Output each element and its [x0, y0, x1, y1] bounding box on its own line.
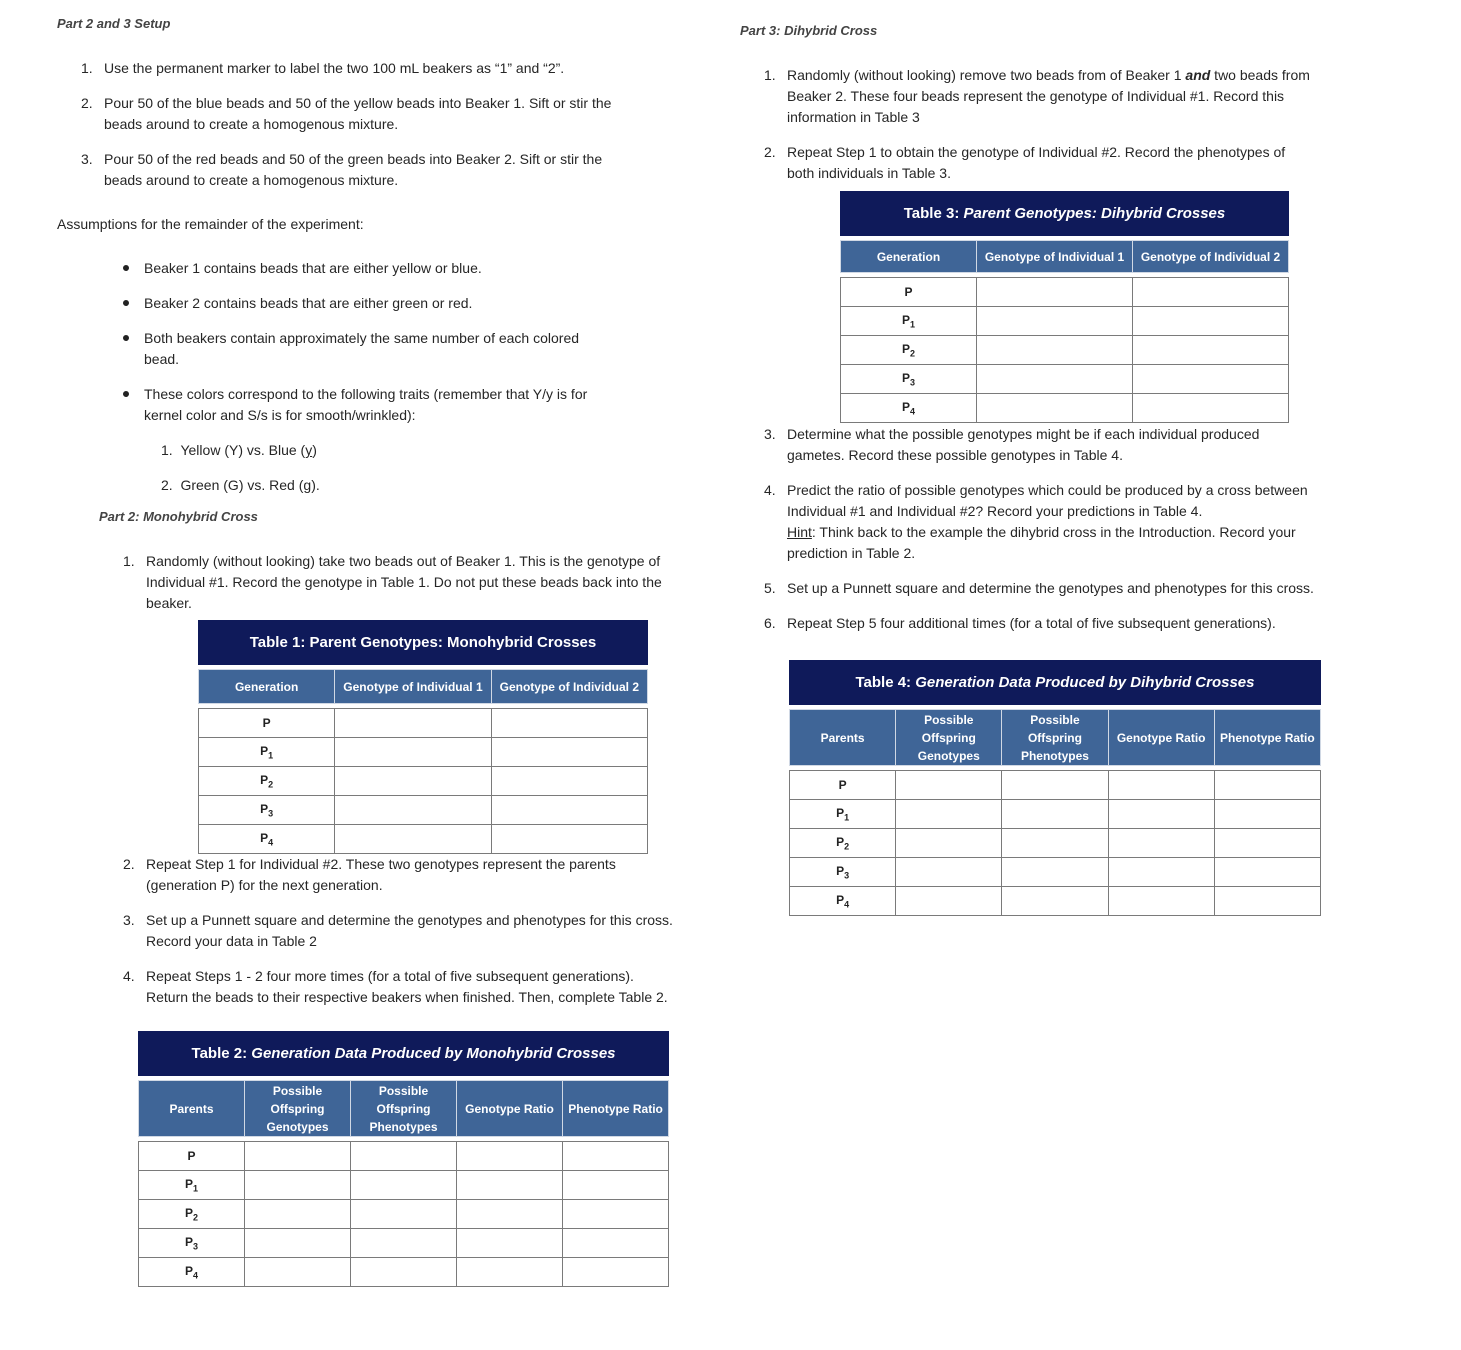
generation-label: $P_2$: [790, 829, 896, 858]
genotype-cell[interactable]: [491, 825, 647, 854]
table-row: [790, 800, 1321, 829]
data-cell[interactable]: [563, 1142, 669, 1171]
data-cell[interactable]: [1002, 887, 1108, 916]
genotype-cell[interactable]: [335, 709, 491, 738]
genotype-cell[interactable]: [977, 365, 1133, 394]
genotype-cell[interactable]: [1133, 365, 1289, 394]
step-number: 3.: [81, 151, 93, 167]
generation-label: $P_3$: [841, 365, 977, 394]
table-row: [199, 796, 648, 825]
genotype-cell[interactable]: [335, 738, 491, 767]
data-cell[interactable]: [245, 1229, 351, 1258]
data-cell[interactable]: [896, 829, 1002, 858]
assumptions-intro: Assumptions for the remainder of the experiment:: [57, 216, 364, 232]
data-cell[interactable]: [457, 1258, 563, 1287]
bullet-icon: [123, 265, 129, 271]
table-row: [199, 709, 648, 738]
table-row: [139, 1200, 669, 1229]
table-title: Table 3: Parent Genotypes: Dihybrid Crosses: [841, 192, 1289, 236]
data-cell[interactable]: [1108, 800, 1214, 829]
genotype-cell[interactable]: [1133, 278, 1289, 307]
column-header: Possible Offspring Genotypes: [896, 710, 1002, 766]
generation-label: $P_4$: [139, 1258, 245, 1287]
table-3: [840, 191, 1289, 423]
genotype-cell[interactable]: [1133, 394, 1289, 423]
data-cell[interactable]: [245, 1200, 351, 1229]
bullet-text: kernel color and S/s is for smooth/wrinkled):: [144, 407, 416, 423]
data-cell[interactable]: [563, 1258, 669, 1287]
data-cell[interactable]: [896, 887, 1002, 916]
table-row: [841, 365, 1289, 394]
data-cell[interactable]: [896, 858, 1002, 887]
data-cell[interactable]: [1108, 829, 1214, 858]
step-number: 4.: [764, 482, 776, 498]
setup-heading: Part 2 and 3 Setup: [57, 16, 171, 31]
column-header: Genotype of Individual 1: [335, 670, 491, 704]
generation-label: $P_3$: [790, 858, 896, 887]
data-cell[interactable]: [563, 1200, 669, 1229]
step-text: Pour 50 of the red beads and 50 of the green beads into Beaker 2. Sift or stir the: [104, 151, 603, 167]
data-cell[interactable]: [1214, 887, 1320, 916]
column-header: Possible Offspring Phenotypes: [351, 1081, 457, 1137]
trait-text-end: ): [312, 442, 317, 458]
dihybrid-heading: Part 3: Dihybrid Cross: [740, 23, 878, 38]
trait-item: [161, 475, 320, 496]
generation-label: P: [199, 709, 335, 738]
bullet-icon: [123, 391, 129, 397]
table-row: [790, 771, 1321, 800]
genotype-cell[interactable]: [1133, 307, 1289, 336]
step-text: (generation P) for the next generation.: [146, 877, 383, 893]
trait-text-end: ).: [311, 477, 320, 493]
generation-label: $P_2$: [139, 1200, 245, 1229]
trait-letter: y: [305, 442, 313, 458]
bullet-text: These colors correspond to the following traits (remember that Y/y is for: [144, 386, 588, 402]
genotype-cell[interactable]: [977, 336, 1133, 365]
column-header: Parents: [139, 1081, 245, 1137]
generation-label: $P_1$: [199, 738, 335, 767]
bullet-text: Both beakers contain approximately the same number of each colored: [144, 330, 580, 346]
bullet-text: Beaker 2 contains beads that are either green or red.: [144, 295, 473, 311]
generation-label: P: [790, 771, 896, 800]
table-row: [199, 825, 648, 854]
table-row: [790, 887, 1321, 916]
step-text: Repeat Step 5 four additional times (for a total of five subsequent generations).: [787, 615, 1276, 631]
column-header: Parents: [790, 710, 896, 766]
genotype-cell[interactable]: [491, 738, 647, 767]
step-text: Return the beads to their respective beakers when finished. Then, complete Table 2.: [146, 989, 668, 1005]
column-header: Possible Offspring Phenotypes: [1002, 710, 1108, 766]
data-cell[interactable]: [1002, 800, 1108, 829]
step-text: Individual #1. Record the genotype in Table 1. Do not put these beads back into the: [146, 574, 662, 590]
data-cell[interactable]: [896, 771, 1002, 800]
table-row: [841, 307, 1289, 336]
step-number: 2.: [81, 95, 93, 111]
step-text: Beaker 2. These four beads represent the genotype of Individual #1. Record this: [787, 88, 1285, 104]
genotype-cell[interactable]: [1133, 336, 1289, 365]
data-cell[interactable]: [1214, 858, 1320, 887]
genotype-cell[interactable]: [977, 278, 1133, 307]
data-cell[interactable]: [245, 1142, 351, 1171]
step-text: Predict the ratio of possible genotypes which could be produced by a cross between: [787, 482, 1308, 498]
table-row: [790, 829, 1321, 858]
step-text: Randomly (without looking) remove two beads from of Beaker 1 and two beads from: [787, 67, 1310, 83]
genotype-cell[interactable]: [335, 796, 491, 825]
generation-label: $P_1$: [841, 307, 977, 336]
data-cell[interactable]: [457, 1229, 563, 1258]
table-4: [789, 660, 1321, 916]
step-text: prediction in Table 2.: [787, 545, 916, 561]
monohybrid-heading: Part 2: Monohybrid Cross: [99, 509, 258, 524]
table-title: Table 1: Parent Genotypes: Monohybrid Crosses: [199, 621, 648, 665]
trait-number: 2.: [161, 477, 173, 493]
genotype-cell[interactable]: [335, 825, 491, 854]
step-text: Randomly (without looking) take two beads out of Beaker 1. This is the genotype of: [146, 553, 661, 569]
bullet-icon: [123, 335, 129, 341]
step-text: Repeat Steps 1 - 2 four more times (for a total of five subsequent generations).: [146, 968, 634, 984]
generation-label: P: [841, 278, 977, 307]
bullet-text: Beaker 1 contains beads that are either yellow or blue.: [144, 260, 482, 276]
genotype-cell[interactable]: [491, 767, 647, 796]
data-cell[interactable]: [1214, 829, 1320, 858]
step-text: Pour 50 of the blue beads and 50 of the yellow beads into Beaker 1. Sift or stir the: [104, 95, 612, 111]
genotype-cell[interactable]: [335, 767, 491, 796]
bullet-text: bead.: [144, 351, 180, 367]
data-cell[interactable]: [457, 1171, 563, 1200]
step-number: 1.: [123, 553, 135, 569]
table-row: [790, 858, 1321, 887]
step-text: Repeat Step 1 for Individual #2. These two genotypes represent the parents: [146, 856, 616, 872]
data-cell[interactable]: [1108, 887, 1214, 916]
step-text: Repeat Step 1 to obtain the genotype of Individual #2. Record the phenotypes of: [787, 144, 1286, 160]
generation-label: $P_4$: [790, 887, 896, 916]
data-cell[interactable]: [351, 1229, 457, 1258]
column-header: Phenotype Ratio: [563, 1081, 669, 1137]
table-row: [139, 1171, 669, 1200]
step-number: 4.: [123, 968, 135, 984]
step-text: Record your data in Table 2: [146, 933, 317, 949]
table-title: Table 4: Generation Data Produced by Dihybrid Crosses: [790, 661, 1321, 705]
step-text: Set up a Punnett square and determine the genotypes and phenotypes for this cross.: [787, 580, 1314, 596]
data-cell[interactable]: [1214, 771, 1320, 800]
generation-label: $P_4$: [841, 394, 977, 423]
table-row: [841, 336, 1289, 365]
table-row: [841, 278, 1289, 307]
column-header: Genotype of Individual 2: [491, 670, 647, 704]
data-cell[interactable]: [1002, 771, 1108, 800]
data-cell[interactable]: [245, 1258, 351, 1287]
step-text: both individuals in Table 3.: [787, 165, 951, 181]
table-row: [139, 1142, 669, 1171]
data-cell[interactable]: [457, 1200, 563, 1229]
step-number: 5.: [764, 580, 776, 596]
step-text: Use the permanent marker to label the two 100 mL beakers as “1” and “2”.: [104, 60, 565, 76]
step-number: 1.: [764, 67, 776, 83]
data-cell[interactable]: [563, 1171, 669, 1200]
data-cell[interactable]: [245, 1171, 351, 1200]
data-cell[interactable]: [1214, 800, 1320, 829]
column-header: Genotype Ratio: [457, 1081, 563, 1137]
step-text: Individual #1 and Individual #2? Record your predictions in Table 4.: [787, 503, 1203, 519]
data-cell[interactable]: [351, 1171, 457, 1200]
step-text: Set up a Punnett square and determine the genotypes and phenotypes for this cross.: [146, 912, 673, 928]
data-cell[interactable]: [563, 1229, 669, 1258]
generation-label: $P_2$: [841, 336, 977, 365]
step-number: 3.: [123, 912, 135, 928]
bullet-icon: [123, 300, 129, 306]
step-text: Hint: Think back to the example the dihybrid cross in the Introduction. Record your: [787, 524, 1296, 540]
step-text: gametes. Record these possible genotypes in Table 4.: [787, 447, 1123, 463]
generation-label: $P_4$: [199, 825, 335, 854]
table-2: [138, 1031, 669, 1287]
data-cell[interactable]: [1002, 858, 1108, 887]
step-text: beads around to create a homogenous mixture.: [104, 116, 399, 132]
column-header: Phenotype Ratio: [1214, 710, 1320, 766]
trait-letter: g: [303, 477, 312, 493]
data-cell[interactable]: [896, 800, 1002, 829]
step-number: 3.: [764, 426, 776, 442]
data-cell[interactable]: [351, 1258, 457, 1287]
step-number: 2.: [764, 144, 776, 160]
column-header: Genotype of Individual 1: [977, 241, 1133, 273]
column-header: Genotype of Individual 2: [1133, 241, 1289, 273]
table-row: [841, 394, 1289, 423]
generation-label: $P_1$: [790, 800, 896, 829]
hint-label: Hint: [787, 524, 812, 540]
table-row: [139, 1258, 669, 1287]
data-cell[interactable]: [351, 1142, 457, 1171]
column-header: Generation: [199, 670, 335, 704]
data-cell[interactable]: [457, 1142, 563, 1171]
step-text: information in Table 3: [787, 109, 920, 125]
generation-label: $P_3$: [199, 796, 335, 825]
data-cell[interactable]: [1108, 771, 1214, 800]
step-number: 6.: [764, 615, 776, 631]
genotype-cell[interactable]: [491, 796, 647, 825]
table-row: [199, 767, 648, 796]
data-cell[interactable]: [1002, 829, 1108, 858]
generation-label: $P_3$: [139, 1229, 245, 1258]
column-header: Generation: [841, 241, 977, 273]
table-row: [199, 738, 648, 767]
table-1: [198, 620, 648, 854]
step-text: beads around to create a homogenous mixture.: [104, 172, 399, 188]
data-cell[interactable]: [351, 1200, 457, 1229]
trait-item: [161, 440, 317, 461]
table-row: [139, 1229, 669, 1258]
trait-text: Yellow (Y) vs. Blue (: [180, 442, 306, 458]
data-cell[interactable]: [1108, 858, 1214, 887]
step-text: Determine what the possible genotypes might be if each individual produced: [787, 426, 1260, 442]
trait-number: 1.: [161, 442, 173, 458]
table-title: Table 2: Generation Data Produced by Monohybrid Crosses: [139, 1032, 669, 1076]
step-number: 1.: [81, 60, 93, 76]
step-number: 2.: [123, 856, 135, 872]
genotype-cell[interactable]: [977, 394, 1133, 423]
column-header: Possible Offspring Genotypes: [245, 1081, 351, 1137]
genotype-cell[interactable]: [977, 307, 1133, 336]
generation-label: P: [139, 1142, 245, 1171]
genotype-cell[interactable]: [491, 709, 647, 738]
column-header: Genotype Ratio: [1108, 710, 1214, 766]
generation-label: $P_1$: [139, 1171, 245, 1200]
trait-text: Green (G) vs. Red (: [180, 477, 304, 493]
step-text: beaker.: [146, 595, 192, 611]
generation-label: $P_2$: [199, 767, 335, 796]
